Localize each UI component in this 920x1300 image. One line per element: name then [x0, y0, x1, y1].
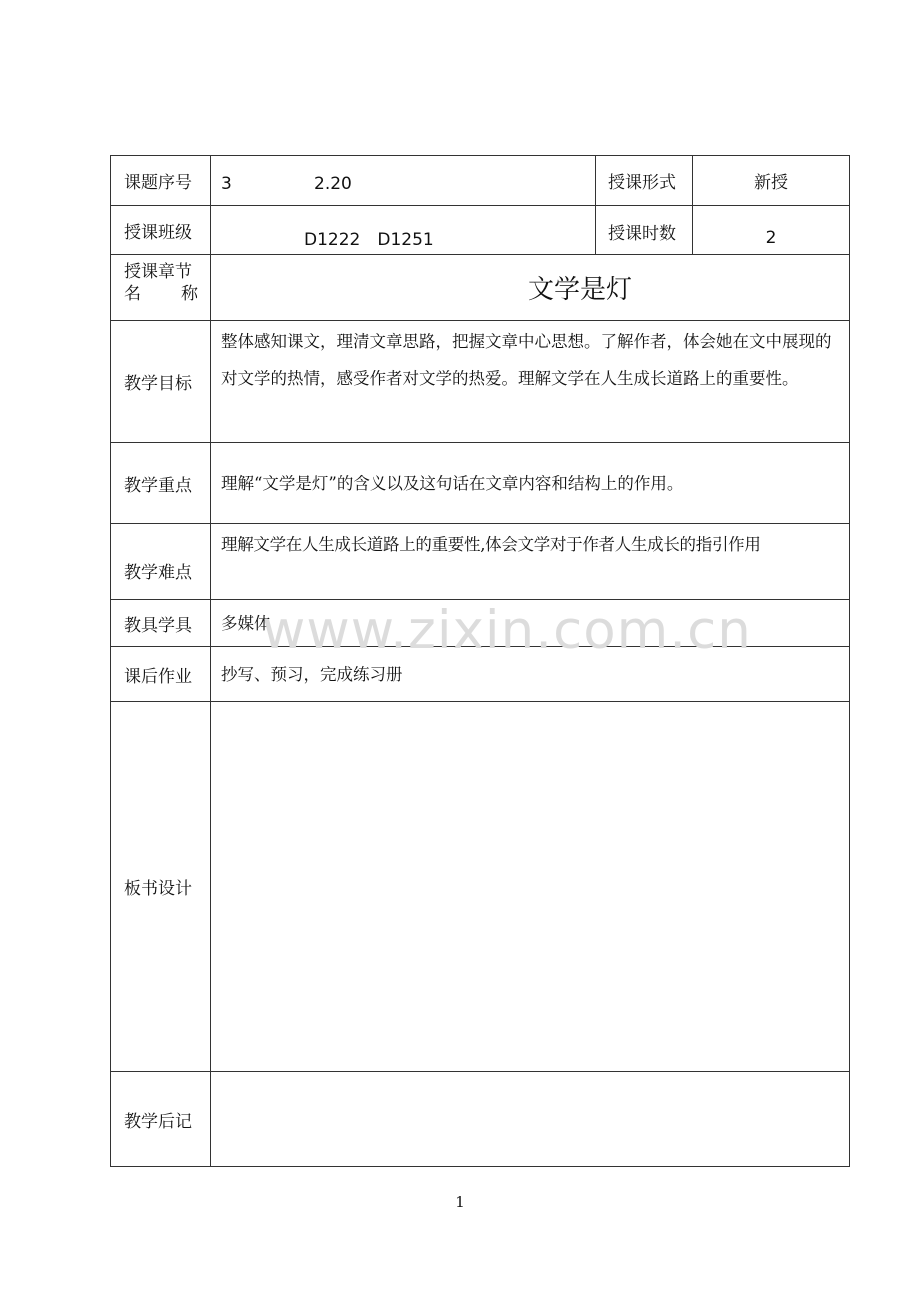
goals-text: 整体感知课文，理清文章思路，把握文章中心思想。了解作者，体会她在文中展现的对文学的热情，感受作者对文学的热爱。理解文学在人生成长道路上的重要性。 — [211, 321, 849, 443]
lesson-number: 3 — [221, 174, 232, 194]
class-codes: D1222 D1251 — [304, 230, 434, 250]
reflection-label: 教学后记 — [111, 1072, 211, 1166]
class-value — [211, 206, 596, 255]
key-points-text: 理解“文学是灯”的含义以及这句话在文章内容和结构上的作用。 — [211, 443, 849, 524]
chapter-label-char-a: 名 — [124, 284, 141, 304]
teaching-form-value: 新授 — [693, 156, 849, 206]
key-points-label: 教学重点 — [111, 443, 211, 524]
lesson-number-value — [211, 156, 596, 206]
difficulties-label: 教学难点 — [111, 524, 211, 600]
chapter-label-char-b: 称 — [181, 284, 198, 304]
chapter-label-line2 — [124, 283, 198, 305]
reflection-area[interactable] — [211, 1072, 849, 1166]
chapter-title: 文学是灯 — [211, 255, 849, 321]
hours-label: 授课时数 — [596, 206, 693, 255]
lesson-plan-table — [110, 155, 850, 1167]
board-design-label: 板书设计 — [111, 702, 211, 1072]
watermark: www.zixin.com.cn — [262, 600, 752, 661]
class-label: 授课班级 — [111, 206, 211, 255]
materials-label: 教具学具 — [111, 600, 211, 647]
lesson-number-label: 课题序号 — [111, 156, 211, 206]
board-design-area[interactable] — [211, 702, 849, 1072]
hours-value: 2 — [693, 206, 849, 255]
homework-text: 抄写、预习，完成练习册 — [211, 647, 849, 702]
difficulties-text: 理解文学在人生成长道路上的重要性,体会文学对于作者人生成长的指引作用 — [211, 524, 849, 600]
chapter-label-line1: 授课章节 — [124, 262, 192, 282]
homework-label: 课后作业 — [111, 647, 211, 702]
chapter-label — [111, 255, 211, 321]
lesson-date: 2.20 — [314, 174, 352, 194]
goals-label: 教学目标 — [111, 321, 211, 443]
materials-text: 多媒体 — [211, 600, 849, 647]
teaching-form-label: 授课形式 — [596, 156, 693, 206]
page-number: 1 — [455, 1193, 465, 1211]
